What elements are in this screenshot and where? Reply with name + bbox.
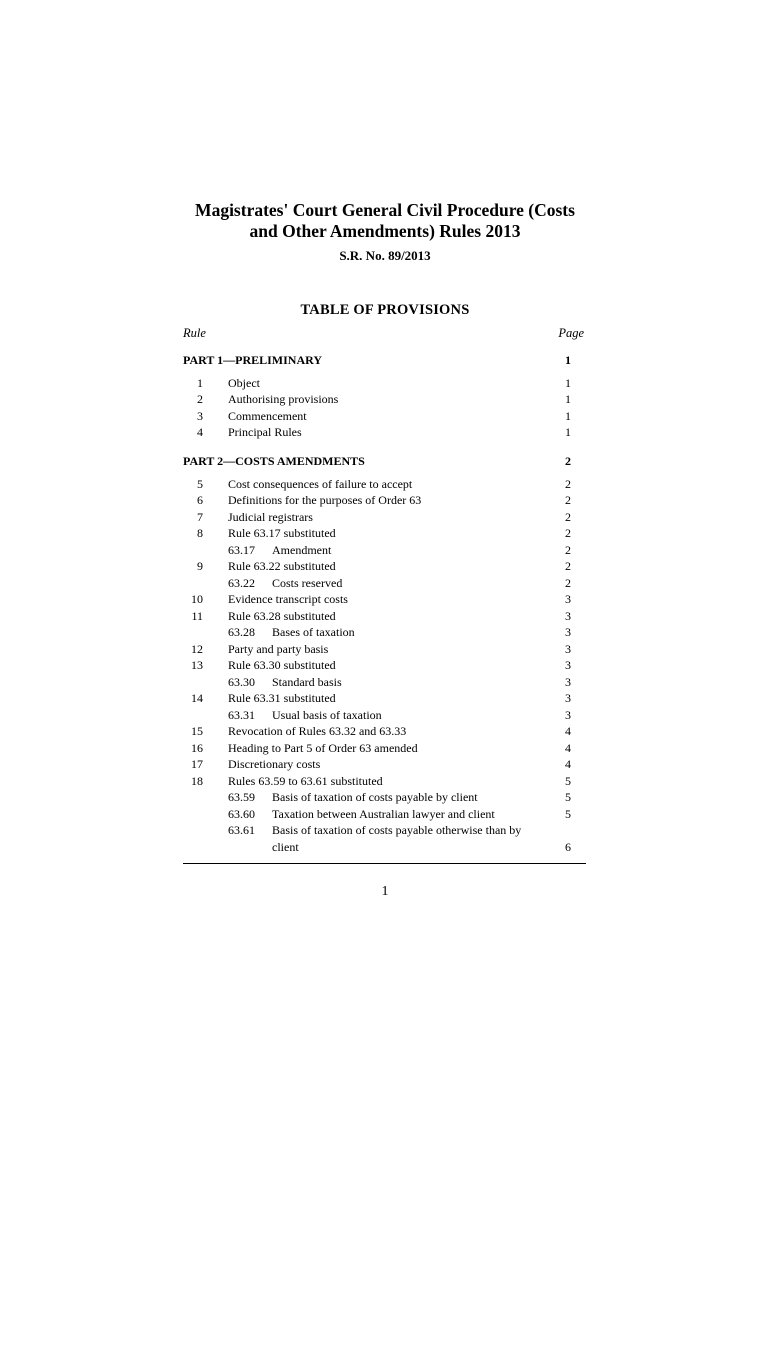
toc-subentry: [183, 674, 586, 691]
entry-page: 3: [565, 625, 571, 639]
rule-number: 14: [191, 691, 203, 705]
rule-number: 15: [191, 724, 203, 738]
entry-label: Rule 63.31 substituted: [228, 691, 336, 705]
entry-label: Costs reserved: [272, 575, 343, 590]
entry-page: 6: [565, 839, 571, 854]
entry-page: 1: [565, 375, 571, 390]
entry-label: Party and party basis: [228, 641, 329, 656]
toc-entry: [183, 525, 586, 542]
toc-entry: [183, 509, 586, 526]
entry-page: 5: [565, 773, 571, 788]
entry-label: Principal Rules: [228, 425, 302, 439]
entry-page: 2: [565, 542, 571, 557]
entry-label: Bases of taxation: [272, 625, 355, 639]
toc-entry: [183, 375, 586, 392]
subrule-number: 63.30: [228, 674, 255, 689]
entry-page: 3: [565, 641, 571, 656]
toc-entry: [183, 773, 586, 790]
entry-page: 3: [565, 707, 571, 722]
entry-page: 5: [565, 790, 571, 804]
rule-number: 3: [197, 408, 203, 423]
toc-entry: [183, 641, 586, 658]
entry-page: 3: [565, 691, 571, 705]
entry-page: 4: [565, 724, 571, 738]
title-line-2: and Other Amendments) Rules 2013: [249, 221, 521, 241]
rule-number: 7: [197, 509, 203, 524]
rule-number: 12: [191, 641, 203, 656]
toc-entry: [183, 740, 586, 757]
rule-column-header: Rule: [183, 326, 206, 340]
entry-page: 2: [565, 509, 571, 524]
toc-entry: [183, 690, 586, 707]
rule-number: 2: [197, 392, 203, 406]
entry-label: Rule 63.30 substituted: [228, 658, 336, 672]
document-title: [150, 200, 620, 242]
toc-subentry: [183, 707, 586, 724]
toc-entry: [183, 391, 586, 408]
toc-heading: TABLE OF PROVISIONS: [300, 302, 470, 318]
toc-entry: [183, 558, 586, 575]
sr-number: S.R. No. 89/2013: [339, 248, 431, 263]
toc-entry: [183, 608, 586, 625]
entry-page: 2: [565, 526, 571, 540]
rule-number: 13: [191, 658, 203, 672]
entry-label: Rules 63.59 to 63.61 substituted: [228, 773, 383, 788]
entry-label: Discretionary costs: [228, 757, 321, 771]
entry-page: 2: [565, 559, 571, 573]
toc-part-heading: [183, 352, 586, 369]
rule-number: 4: [197, 425, 203, 439]
toc-subentry: [183, 575, 586, 592]
rule-number: 18: [191, 773, 203, 788]
entry-page: 2: [565, 575, 571, 590]
toc-entry: [183, 424, 586, 441]
entry-page: 3: [565, 658, 571, 672]
entry-page: 1: [565, 425, 571, 439]
entry-page: 3: [565, 674, 571, 689]
page-number: 1: [381, 884, 389, 899]
entry-label: Commencement: [228, 408, 307, 423]
rule-number: 6: [197, 493, 203, 507]
rule-number: 1: [197, 375, 203, 390]
entry-page: 3: [565, 608, 571, 623]
toc-entry: [183, 476, 586, 493]
entry-page: 3: [565, 592, 571, 606]
entry-label: Cost consequences of failure to accept: [228, 476, 413, 491]
toc-subentry: [183, 624, 586, 641]
toc-part-heading: [183, 453, 586, 470]
entry-page: 5: [565, 806, 571, 821]
toc-entry: [183, 408, 586, 425]
subrule-number: 63.61: [228, 823, 255, 837]
rule-number: 5: [197, 476, 203, 491]
entry-page: 2: [565, 476, 571, 491]
entry-page: 4: [565, 757, 571, 771]
toc-entry: [183, 756, 586, 773]
subrule-number: 63.59: [228, 790, 255, 804]
entry-page: 2: [565, 493, 571, 507]
toc-subentry: [183, 806, 586, 823]
subrule-number: 63.22: [228, 575, 255, 590]
part-title: PART 2—COSTS AMENDMENTS: [183, 454, 365, 468]
entry-page: 1: [565, 392, 571, 406]
title-line-1: Magistrates' Court General Civil Procedure (Costs: [195, 200, 575, 220]
entry-label: Authorising provisions: [228, 392, 339, 406]
toc-subentry: [183, 542, 586, 559]
rule-number: 9: [197, 559, 203, 573]
toc-entry: [183, 591, 586, 608]
entry-label: Object: [228, 375, 260, 390]
entry-label: Rule 63.22 substituted: [228, 559, 336, 573]
rule-number: 8: [197, 526, 203, 540]
rule-number: 17: [191, 757, 203, 771]
subrule-number: 63.60: [228, 806, 255, 821]
toc-subentry: [183, 822, 586, 855]
page-column-header: Page: [558, 326, 584, 340]
entry-label: Standard basis: [272, 674, 342, 689]
toc-subentry: [183, 789, 586, 806]
part-page: 2: [565, 454, 571, 468]
rule-number: 10: [191, 592, 203, 606]
entry-label: Evidence transcript costs: [228, 592, 348, 606]
entry-label: Basis of taxation of costs payable otherwise than by client: [272, 823, 522, 854]
entry-label: Definitions for the purposes of Order 63: [228, 493, 422, 507]
entry-label: Rule 63.17 substituted: [228, 526, 336, 540]
entry-label: Rule 63.28 substituted: [228, 608, 336, 623]
table-of-provisions: [183, 352, 586, 855]
entry-label: Basis of taxation of costs payable by client: [272, 790, 478, 804]
entry-page: 1: [565, 408, 571, 423]
entry-label: Revocation of Rules 63.32 and 63.33: [228, 724, 407, 738]
rule-number: 16: [191, 740, 203, 755]
footer-divider: [183, 863, 586, 864]
entry-label: Amendment: [272, 542, 332, 557]
entry-label: Heading to Part 5 of Order 63 amended: [228, 740, 418, 755]
rule-number: 11: [191, 608, 203, 623]
entry-label: Judicial registrars: [228, 509, 313, 524]
toc-entry: [183, 657, 586, 674]
entry-label: Usual basis of taxation: [272, 707, 382, 722]
part-page: 1: [565, 353, 571, 367]
subrule-number: 63.28: [228, 625, 255, 639]
subrule-number: 63.17: [228, 542, 255, 557]
toc-entry: [183, 723, 586, 740]
toc-entry: [183, 492, 586, 509]
entry-page: 4: [565, 740, 571, 755]
subrule-number: 63.31: [228, 707, 255, 722]
entry-label: Taxation between Australian lawyer and client: [272, 806, 495, 821]
part-title: PART 1—PRELIMINARY: [183, 353, 323, 367]
